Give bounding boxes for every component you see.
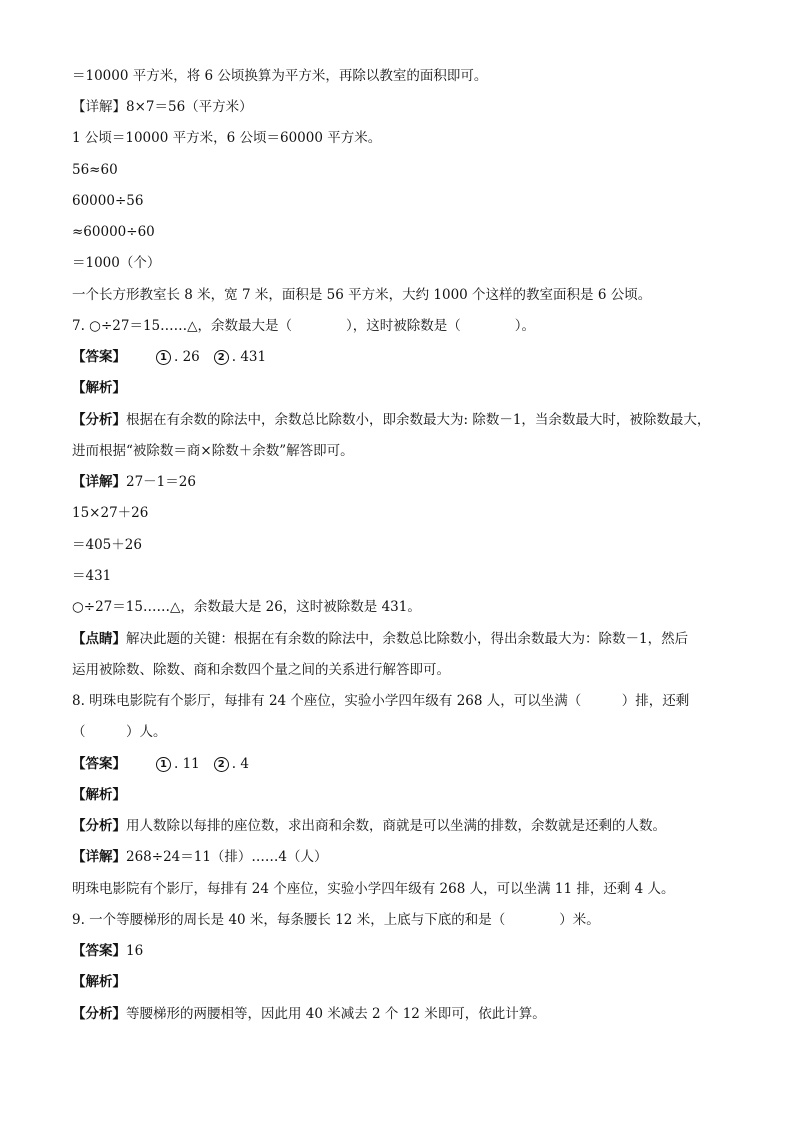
circle-marker: 1 <box>156 757 171 772</box>
q9-answer-line <box>72 940 143 962</box>
dianjing-text: 解决此题的关键：根据在有余数的除法中，余数总比除数小，得出余数最大为：除数－1，然后 <box>126 631 689 647</box>
detail-text: 268÷24＝11（排）……4（人） <box>126 849 328 865</box>
calc-line: ＝405＋26 <box>72 537 142 553</box>
q8-detail-line <box>72 846 328 868</box>
text-line: ＝10000 平方米，将 6 公顷换算为平方米，再除以教室的面积即可。 <box>72 68 488 84</box>
detail-text: 27－1＝26 <box>126 474 196 490</box>
text-line: 一个长方形教室长 8 米，宽 7 米，面积是 56 平方米，大约 1000 个这样的教室面积是 6 公顷。 <box>72 287 652 303</box>
fenxi-text: 等腰梯形的两腰相等，因此用 40 米减去 2 个 12 米即可，依此计算。 <box>126 1006 546 1022</box>
analysis-label: 【解析】 <box>72 787 126 803</box>
answer-value: . 26 <box>174 349 200 365</box>
fenxi-label: 【分析】 <box>72 412 126 428</box>
text-line: 【详解】8×7＝56（平方米） <box>72 99 253 115</box>
analysis-label: 【解析】 <box>72 380 126 396</box>
fenxi-text: 用人数除以每排的座位数，求出商和余数，商就是可以坐满的排数，余数就是还剩的人数。 <box>126 818 666 834</box>
detail-label: 【详解】 <box>72 474 126 490</box>
answer-value: 16 <box>126 943 144 959</box>
answer-value: . 4 <box>231 756 249 772</box>
text-line: ＝1000（个） <box>72 255 161 271</box>
circle-marker: 1 <box>156 350 171 365</box>
text-line: 明珠电影院有个影厅，每排有 24 个座位，实验小学四年级有 268 人，可以坐满 11 排，还剩 4 人。 <box>72 881 675 897</box>
q8-analysis-line <box>72 815 666 837</box>
question-7: 7. ○÷27＝15……△，余数最大是（ ），这时被除数是（ ）。 <box>72 318 536 334</box>
q7-analysis-line <box>72 409 710 431</box>
circle-marker: 2 <box>214 350 229 365</box>
question-8: 8. 明珠电影院有个影厅，每排有 24 个座位，实验小学四年级有 268 人，可以坐满（ ）排，还剩 <box>72 693 690 709</box>
answer-label: 【答案】 <box>72 756 126 772</box>
question-9: 9. 一个等腰梯形的周长是 40 米，每条腰长 12 米，上底与下底的和是（ ）米。 <box>72 912 600 928</box>
fenxi-text: 根据在有余数的除法中，余数总比除数小，即余数最大为: 除数－1，当余数最大时，被除数最大， <box>126 412 711 428</box>
fenxi-label: 【分析】 <box>72 818 126 834</box>
q7-dianjing-line <box>72 628 688 650</box>
calc-line: ＝431 <box>72 568 112 584</box>
q7-answer-line <box>72 346 266 368</box>
question-8-cont: （ ）人。 <box>72 724 167 740</box>
text-line: 56≈60 <box>72 162 118 178</box>
answer-value: . 11 <box>174 756 200 772</box>
text-line: 60000÷56 <box>72 193 144 209</box>
text-line: 运用被除数、除数、商和余数四个量之间的关系进行解答即可。 <box>72 662 450 678</box>
answer-value: . 431 <box>231 349 267 365</box>
detail-label: 【详解】 <box>72 849 126 865</box>
q7-detail-line <box>72 471 196 493</box>
calc-line: 15×27＋26 <box>72 505 149 521</box>
answer-label: 【答案】 <box>72 349 126 365</box>
analysis-label: 【解析】 <box>72 974 126 990</box>
circle-marker: 2 <box>214 757 229 772</box>
fenxi-label: 【分析】 <box>72 1006 126 1022</box>
dianjing-label: 【点睛】 <box>72 631 126 647</box>
q8-answer-line <box>72 753 249 775</box>
text-line: 进而根据“被除数＝商×除数＋余数”解答即可。 <box>72 443 354 459</box>
answer-label: 【答案】 <box>72 943 126 959</box>
text-line: 1 公顷＝10000 平方米，6 公顷＝60000 平方米。 <box>72 130 382 146</box>
text-line: ≈60000÷60 <box>72 224 155 240</box>
text-line: ○÷27＝15……△，余数最大是 26，这时被除数是 431。 <box>72 599 421 615</box>
q9-analysis-line <box>72 1003 546 1025</box>
